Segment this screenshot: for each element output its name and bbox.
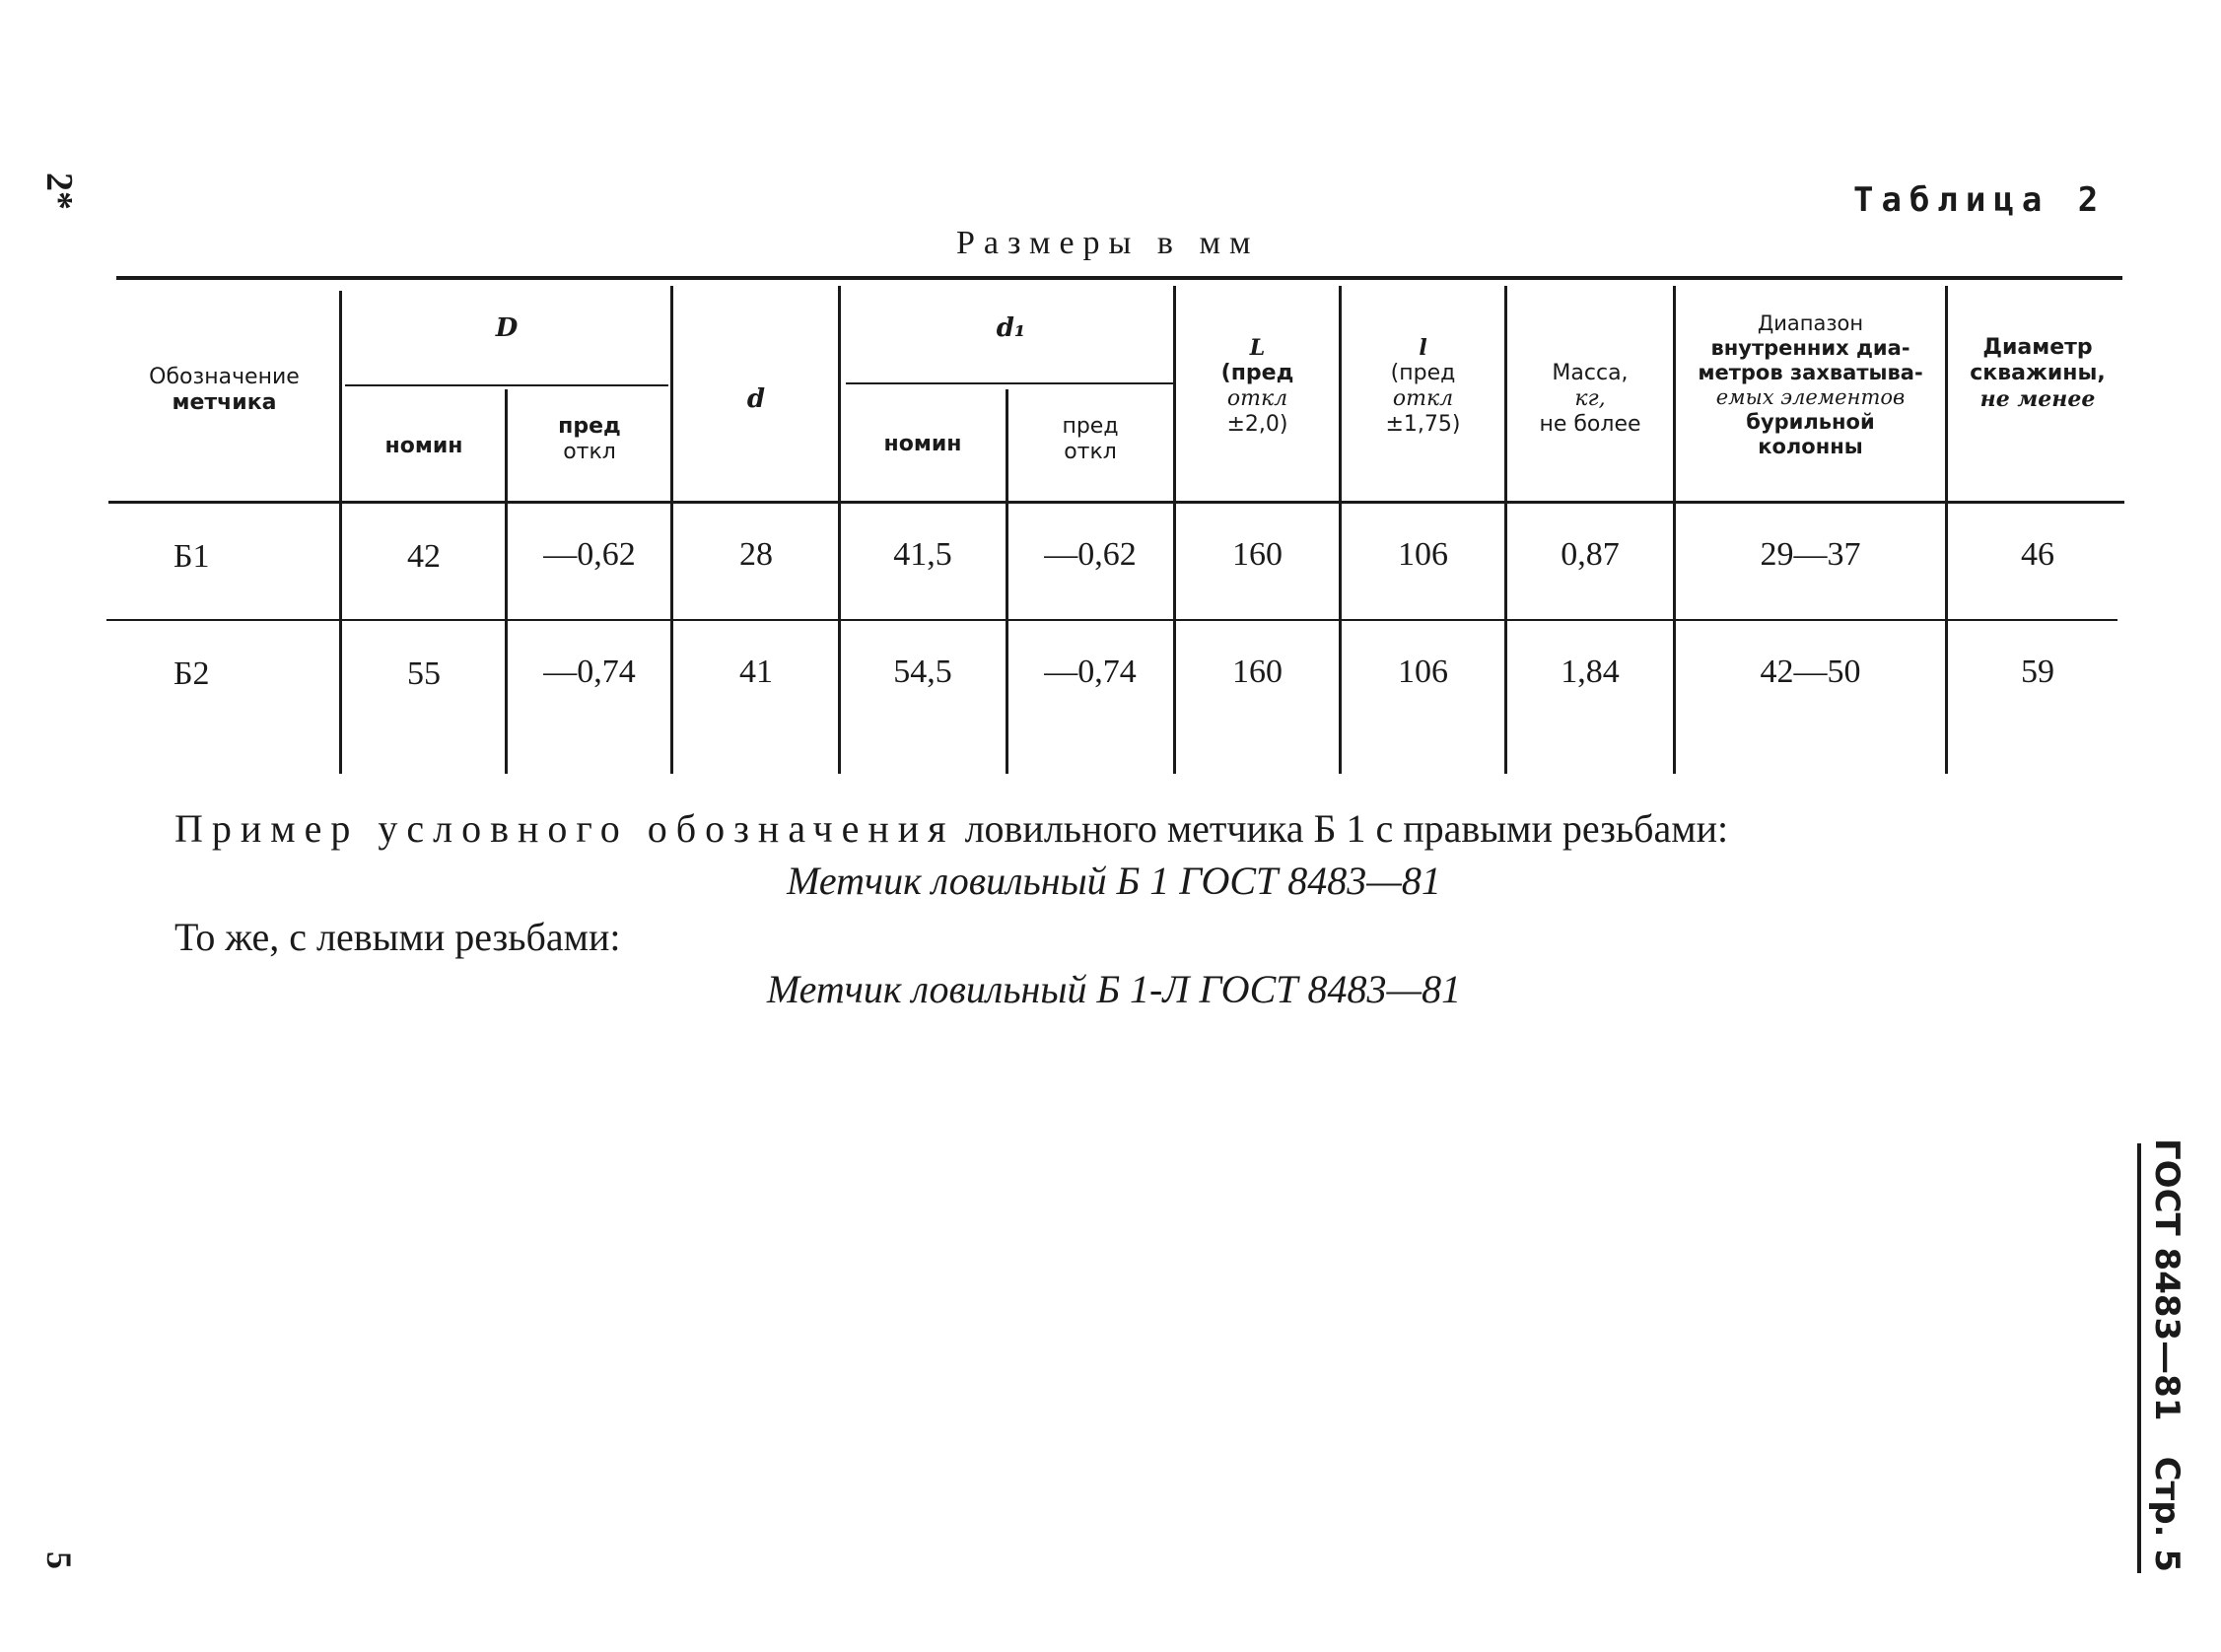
cell-D-nom: 55 <box>407 655 441 692</box>
example-intro-spaced: Пример условного обозначения <box>174 806 955 851</box>
cell-bore: 46 <box>2021 536 2054 573</box>
header-D: D <box>495 313 519 343</box>
example-right-designation: Метчик ловильный Б 1 ГОСТ 8483—81 <box>787 859 1441 903</box>
cell-d1-dev: —0,62 <box>1044 536 1137 573</box>
cell-d1-nom: 54,5 <box>893 654 952 690</box>
cell-d: 41 <box>739 654 773 690</box>
cell-d: 28 <box>739 536 773 573</box>
cell-D-dev: —0,74 <box>543 654 636 690</box>
header-d1: d₁ <box>996 313 1026 343</box>
header-l: l (пред откл ±1,75) <box>1385 335 1461 437</box>
header-designation: Обозначение метчика <box>149 365 300 415</box>
header-D-pred-otkl: пред откл <box>558 414 621 464</box>
units-caption: Размеры в мм <box>956 225 1260 261</box>
cell-d1-dev: —0,74 <box>1044 654 1137 690</box>
signature-mark: 2* <box>38 172 80 210</box>
col-rule <box>1504 286 1507 774</box>
subheader-rule-d1 <box>846 382 1176 384</box>
cell-d1-nom: 41,5 <box>893 536 952 573</box>
example-intro-rest: ловильного метчика Б 1 с правыми резьбами: <box>964 806 1729 851</box>
header-d1-nomin: номин <box>883 432 962 456</box>
cell-designation: Б1 <box>174 538 210 575</box>
subheader-rule-D <box>345 384 668 386</box>
cell-L: 160 <box>1232 654 1283 690</box>
cell-l: 106 <box>1398 654 1448 690</box>
running-head-page: Стр. 5 <box>2147 1456 2186 1572</box>
example-intro <box>174 805 1728 853</box>
cell-bore: 59 <box>2021 654 2054 690</box>
running-head-standard: ГОСТ 8483—81 <box>2147 1138 2186 1421</box>
cell-mass: 1,84 <box>1561 654 1620 690</box>
col-rule <box>670 286 673 774</box>
table-title: Таблица 2 <box>1853 180 2107 220</box>
running-head <box>2137 1138 2196 1572</box>
header-d: d <box>746 384 766 414</box>
col-rule <box>838 286 841 774</box>
cell-D-dev: —0,62 <box>543 536 636 573</box>
header-d1-pred-otkl: пред откл <box>1062 414 1119 464</box>
header-range: Диапазон внутренних диа- метров захватыва- емых элементов бурильной колонны <box>1698 311 1923 458</box>
cell-range: 42—50 <box>1760 654 1861 690</box>
left-thread-intro: То же, с левыми резьбами: <box>174 915 621 959</box>
example-left-designation: Метчик ловильный Б 1-Л ГОСТ 8483—81 <box>766 967 1462 1011</box>
table-top-rule <box>116 276 2122 280</box>
cell-range: 29—37 <box>1760 536 1861 573</box>
cell-mass: 0,87 <box>1561 536 1620 573</box>
row-separator <box>106 619 2117 621</box>
cell-D-nom: 42 <box>407 538 441 575</box>
cell-L: 160 <box>1232 536 1283 573</box>
header-D-nomin: номин <box>384 434 463 458</box>
col-rule <box>505 389 508 774</box>
cell-l: 106 <box>1398 536 1448 573</box>
page-number-left: 5 <box>39 1551 79 1569</box>
cell-designation: Б2 <box>174 655 210 692</box>
header-L: L (пред откл ±2,0) <box>1220 335 1294 437</box>
header-bore: Диаметр скважины, не менее <box>1970 335 2106 412</box>
header-mass: Масса, кг, не более <box>1539 361 1641 437</box>
col-rule <box>339 291 342 774</box>
header-bottom-rule <box>108 501 2124 504</box>
